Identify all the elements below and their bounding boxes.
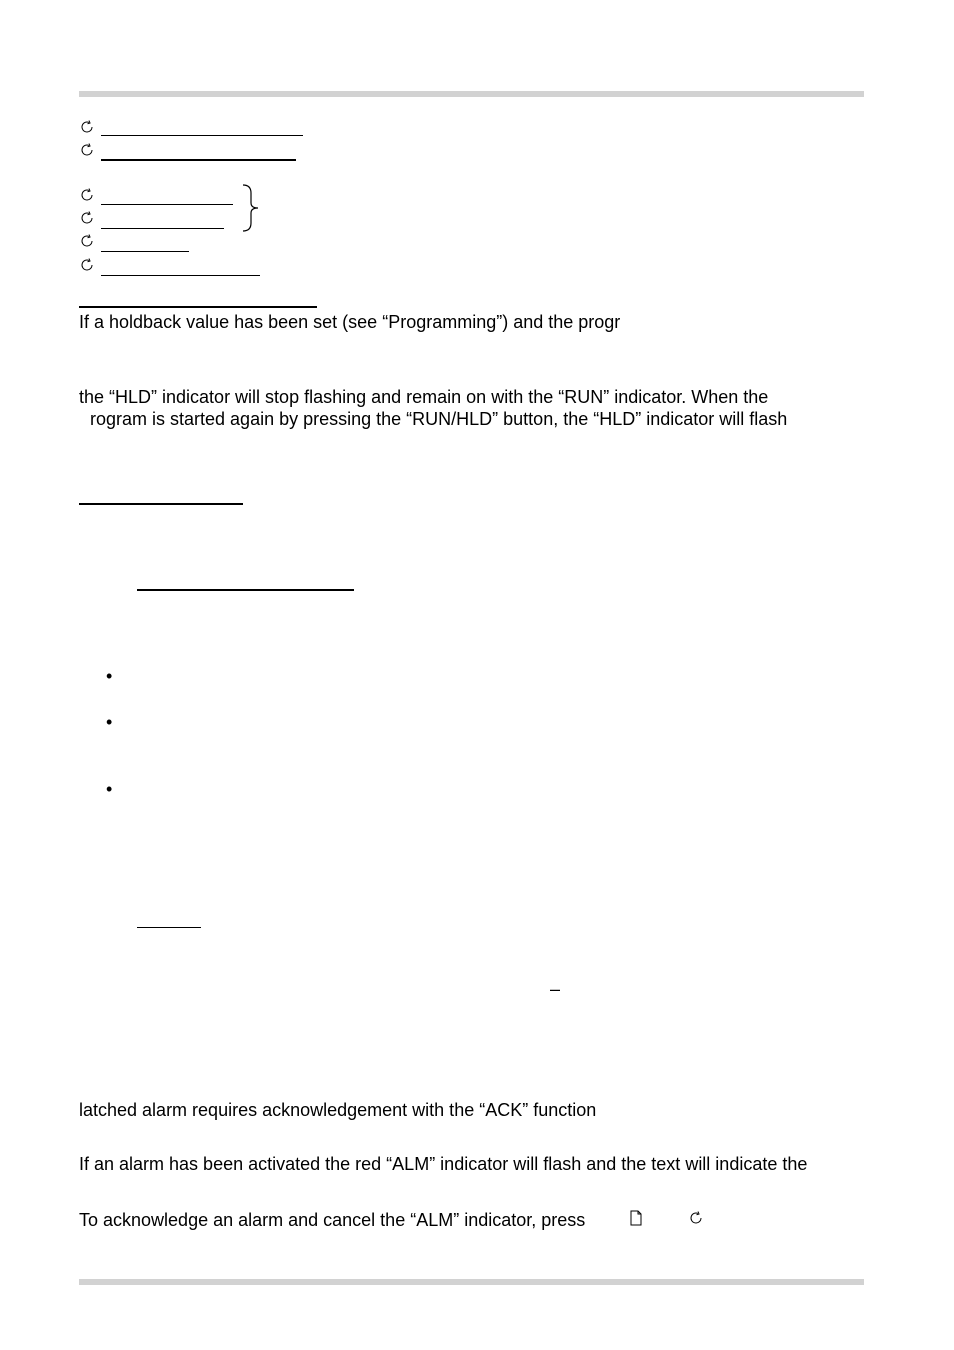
list-item-underline	[101, 228, 224, 229]
bullet: •	[106, 666, 113, 686]
bullet: •	[106, 779, 113, 799]
list-item-underline	[101, 204, 233, 205]
holdback-paragraph: If a holdback value has been set (see “Programming”) and the progr	[79, 312, 621, 332]
refresh-arrow-icon	[79, 119, 95, 135]
footer-rule	[79, 1279, 864, 1285]
refresh-arrow-icon	[79, 187, 95, 203]
refresh-arrow-icon	[79, 210, 95, 226]
alarm-active-paragraph: If an alarm has been activated the red “ALM” indicator will flash and the text will indicate the	[79, 1154, 808, 1174]
hld-indicator-paragraph: the “HLD” indicator will stop flashing and remain on with the “RUN” indicator. When the	[79, 387, 769, 407]
refresh-arrow-icon	[79, 142, 95, 158]
bullet: •	[106, 712, 113, 732]
section-heading-underline	[79, 503, 243, 505]
dash: –	[550, 979, 561, 999]
document-icon	[628, 1210, 644, 1226]
list-item-underline	[101, 251, 189, 252]
restart-paragraph: rogram is started again by pressing the “RUN/HLD” button, the “HLD” indicator will flash	[90, 409, 788, 429]
right-brace	[240, 183, 262, 233]
refresh-arrow-icon	[688, 1210, 704, 1226]
header-rule	[79, 91, 864, 97]
latched-paragraph: latched alarm requires acknowledgement with the “ACK” function	[79, 1100, 597, 1120]
section-heading-underline	[79, 306, 317, 308]
acknowledge-paragraph: To acknowledge an alarm and cancel the “ALM” indicator, press	[79, 1210, 586, 1230]
refresh-arrow-icon	[79, 233, 95, 249]
subsection-heading-underline	[137, 589, 354, 591]
list-item-underline	[101, 135, 303, 136]
subsection-heading-underline	[137, 927, 201, 928]
list-item-underline	[101, 159, 296, 161]
refresh-arrow-icon	[79, 257, 95, 273]
list-item-underline	[101, 275, 260, 276]
